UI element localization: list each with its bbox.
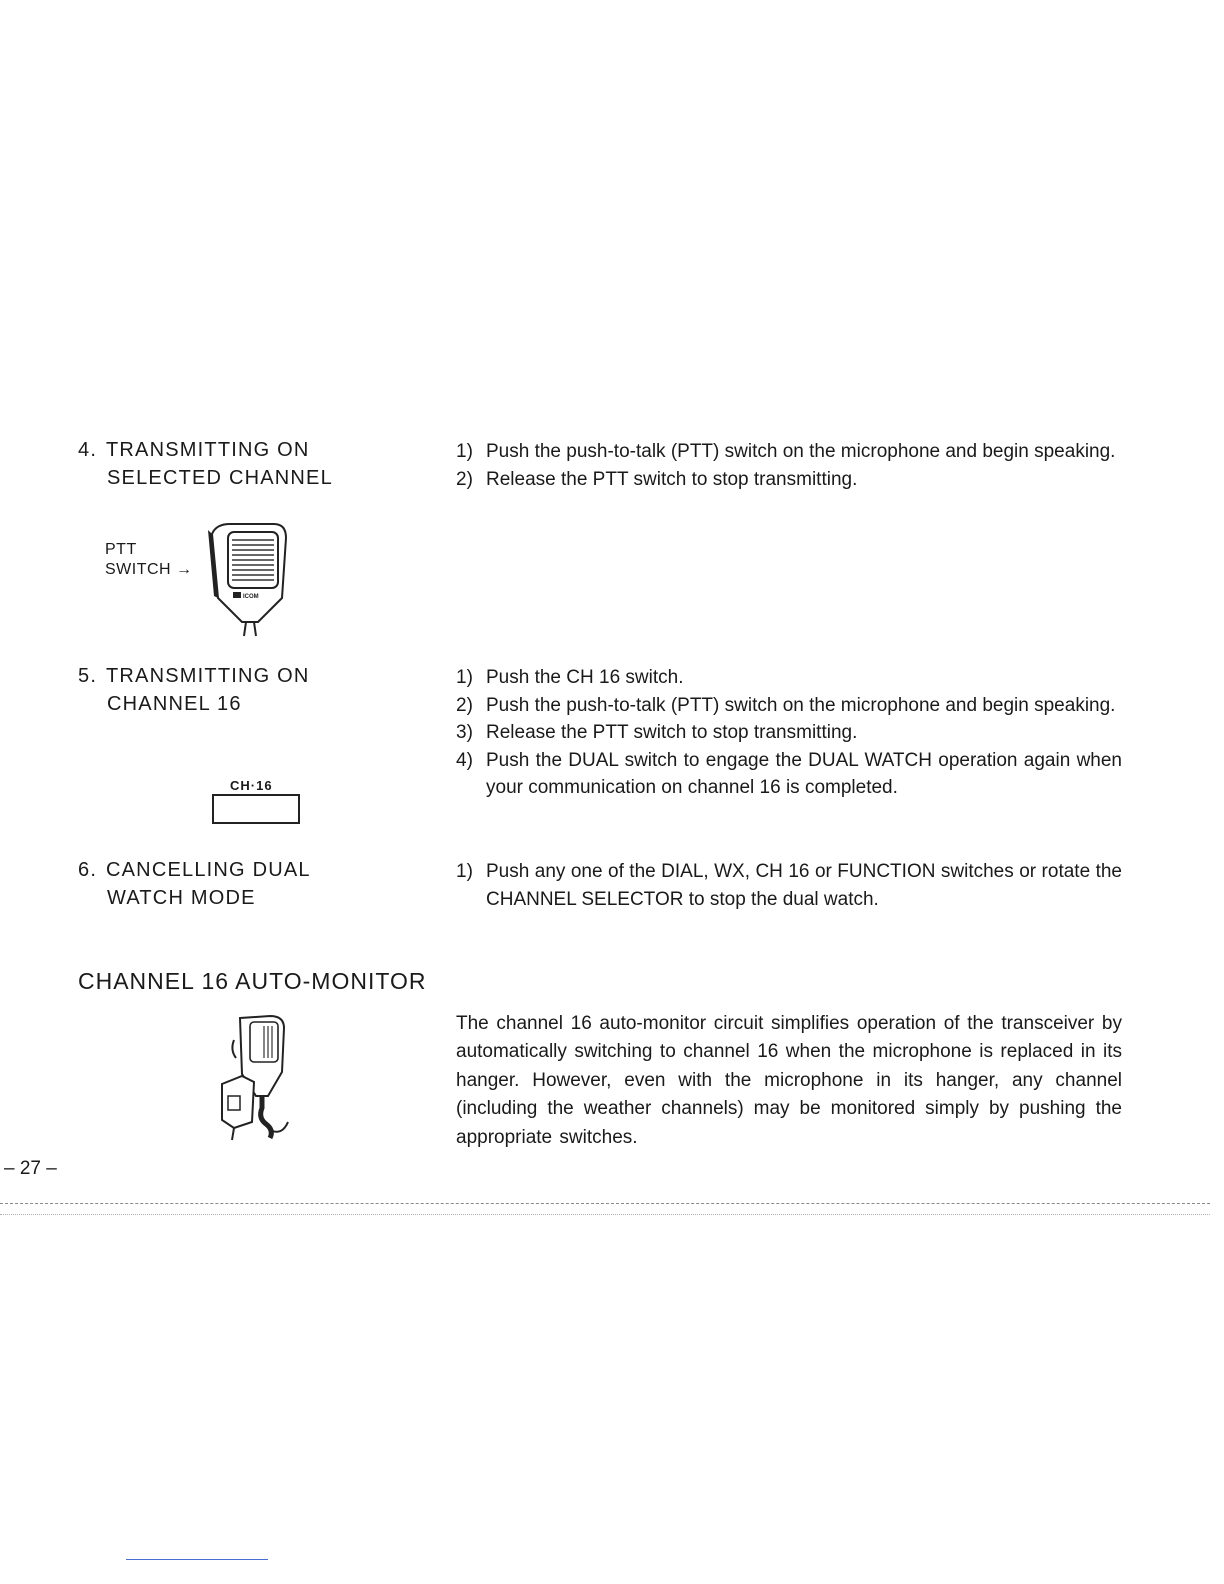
step-item — [456, 747, 1122, 802]
step-text: Push the push-to-talk (PTT) switch on the microphone and begin speaking. — [486, 694, 1116, 716]
section-6-steps — [456, 858, 1122, 913]
section-6-heading — [78, 856, 311, 912]
step-item — [456, 664, 1122, 692]
step-text: Push any one of the DIAL, WX, CH 16 or FUNCTION switches or rotate the CHANNEL SELECTOR to stop the dual watch. — [486, 861, 1122, 910]
microphone-icon — [200, 520, 300, 640]
heading-line-1: CANCELLING DUAL — [106, 859, 311, 881]
page-divider-shadow — [0, 1214, 1210, 1215]
ptt-label-line-1: PTT — [105, 541, 137, 558]
step-number: 2) — [456, 694, 473, 716]
step-number: 1) — [456, 441, 473, 462]
page-number: – 27 – — [4, 1158, 57, 1179]
step-item — [456, 858, 1122, 913]
step-item — [456, 719, 1122, 747]
step-text: Push the push-to-talk (PTT) switch on the microphone and begin speaking. — [486, 441, 1116, 462]
step-number: 1) — [456, 667, 473, 688]
ptt-switch-label — [105, 540, 193, 580]
heading-line-1: TRANSMITTING ON — [106, 665, 310, 687]
section-number: 5. — [78, 665, 98, 687]
heading-line-1: TRANSMITTING ON — [106, 439, 310, 461]
step-number: 3) — [456, 722, 473, 743]
step-text: Release the PTT switch to stop transmitting. — [486, 468, 858, 490]
step-number: 1) — [456, 861, 473, 882]
section-5-heading — [78, 662, 310, 718]
section-5-steps — [456, 664, 1122, 802]
step-item — [456, 466, 1122, 494]
step-text: Push the DUAL switch to engage the DUAL WATCH operation again when your communication on channel 16 is completed. — [486, 749, 1122, 798]
scan-edge-line — [126, 1559, 268, 1560]
step-item — [456, 692, 1122, 720]
step-number: 2) — [456, 468, 473, 490]
automonitor-paragraph: The channel 16 auto-monitor circuit simplifies operation of the transceiver by automatically switching to channel 16 when the microphone is replaced in its hanger. However, even with the microphone in its hanger, any channel (including the weather channels) may be monitored simply by pushing the appropriate switches. — [456, 1013, 1122, 1148]
step-text: Release the PTT switch to stop transmitting. — [486, 722, 858, 743]
brand-logo: ICOM — [243, 594, 259, 600]
microphone-in-hanger-icon — [212, 1012, 302, 1142]
section-4-steps — [456, 438, 1122, 493]
step-number: 4) — [456, 749, 473, 771]
heading-line-2: SELECTED CHANNEL — [107, 467, 333, 489]
step-text: Push the CH 16 switch. — [486, 667, 684, 688]
section-number: 6. — [78, 859, 98, 881]
ptt-label-line-2: SWITCH → — [105, 561, 193, 578]
section-number: 4. — [78, 439, 98, 461]
ch16-button-label: CH·16 — [230, 778, 273, 793]
heading-line-2: CHANNEL 16 — [107, 693, 242, 715]
automonitor-title: CHANNEL 16 AUTO-MONITOR — [78, 968, 427, 994]
step-item — [456, 438, 1122, 466]
section-4-heading — [78, 436, 333, 492]
ch16-button-icon — [212, 794, 300, 824]
page-divider — [0, 1203, 1210, 1204]
heading-line-2: WATCH MODE — [107, 887, 256, 909]
